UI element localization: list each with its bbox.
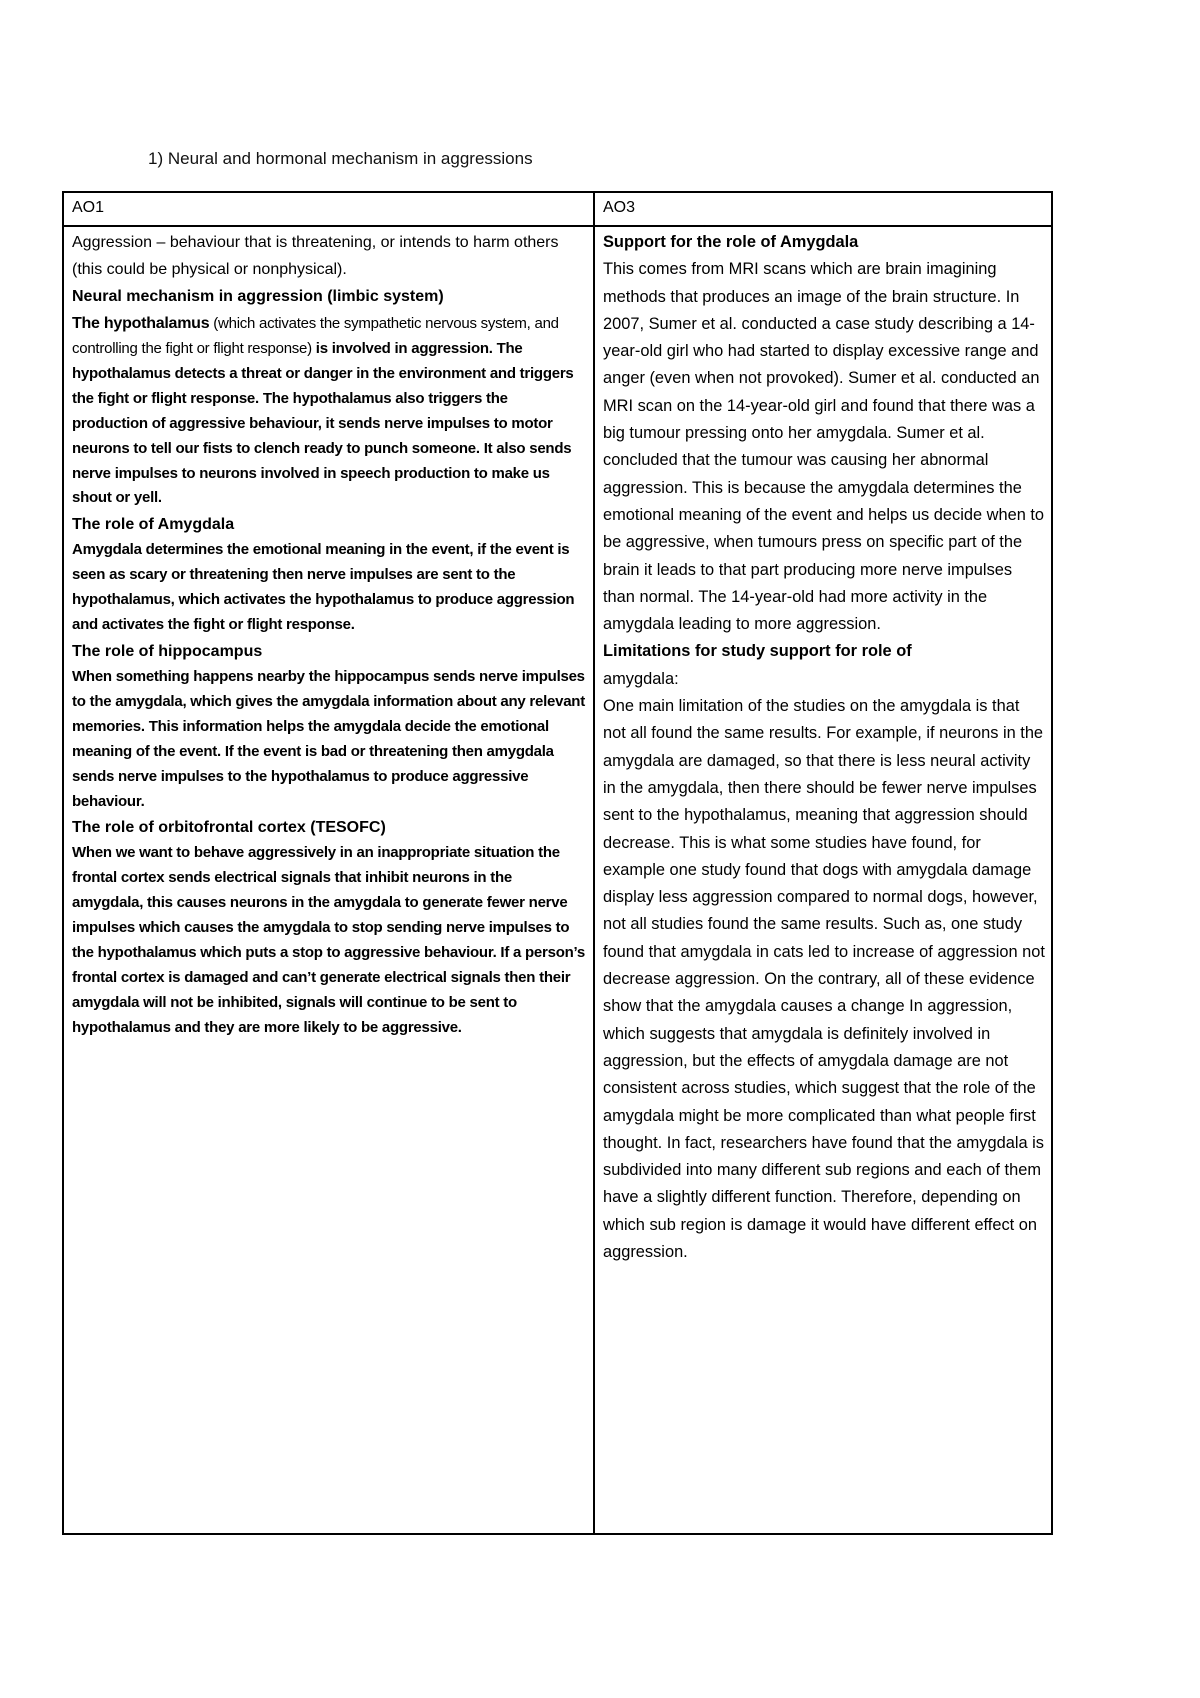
aggression-definition: Aggression – behaviour that is threatening, or intends to harm others (this could be physical or nonphysical). — [72, 234, 559, 278]
ao1-cell — [63, 226, 594, 1534]
hippocampus-heading: The role of hippocampus — [72, 642, 263, 660]
header-ao3: AO3 — [594, 192, 1052, 226]
limitations-heading-continued: amygdala: — [603, 669, 679, 688]
ao3-cell — [594, 226, 1052, 1534]
table-header-row — [63, 192, 1052, 226]
table-row — [63, 226, 1052, 1534]
hypothalamus-paragraph — [72, 310, 587, 511]
support-heading: Support for the role of Amygdala — [603, 233, 859, 251]
hypothalamus-text: is involved in aggression. The hypothalamus detects a threat or danger in the environment and triggers the fight or flight response. The hypothalamus also triggers the production of aggressive behaviour, it sends nerve impulses to motor neurons to tell our fists to clench ready to punch someone. It also sends nerve impulses to neurons involved in speech production to make us shout or yell. — [72, 340, 574, 507]
support-text: This comes from MRI scans which are brain imagining methods that produces an image of the brain structure. In 2007, Sumer et al. conducted a case study describing a 14-year-old girl who had started to display excessive range and anger (even when not provoked). Sumer et al. conducted an MRI scan on the 14-year-old girl and found that there was a big tumour pressing onto her amygdala. Sumer et al. concluded that the tumour was causing her abnormal aggression. This is because the amygdala determines the emotional meaning of the event and helps us decide when to be aggressive, when tumours press on specific part of the brain it leads to that part producing more nerve impulses than normal. The 14-year-old had more activity in the amygdala leading to more aggression. — [603, 260, 1045, 634]
hypothalamus-label: The hypothalamus — [72, 315, 210, 332]
ao-table — [62, 191, 1053, 1535]
neural-mechanism-heading: Neural mechanism in aggression (limbic system) — [72, 288, 444, 305]
header-ao1: AO1 — [63, 192, 594, 226]
limitations-heading: Limitations for study support for role of — [603, 642, 912, 661]
limitations-text: One main limitation of the studies on the amygdala is that not all found the same results. For example, if neurons in the amygdala are damaged, so that there is less neural activity in the amygdala, then there should be fewer nerve impulses sent to the hypothalamus, meaning that aggression should decrease. This is what some studies have found, for example one study found that dogs with amygdala damage display less aggression compared to normal dogs, however, not all studies found the same results. Such as, one study found that amygdala in cats led to increase of aggression not decrease aggression. On the contrary, all of these evidence show that the amygdala causes a change In aggression, which suggests that amygdala is definitely involved in aggression, but the effects of amygdala damage are not consistent across studies, which suggest that the role of the amygdala might be more complicated than what people first thought. In fact, researchers have found that the amygdala is subdivided into many different sub regions and each of them have a slightly different function. Therefore, depending on which sub region is damage it would have different effect on aggression. — [603, 697, 1045, 1261]
ofc-heading: The role of orbitofrontal cortex (TESOFC) — [72, 819, 386, 837]
ofc-text: When we want to behave aggressively in an inappropriate situation the frontal cortex sends electrical signals that inhibit neurons in the amygdala, this causes neurons in the amygdala to generate fewer nerve impulses which causes the amygdala to stop sending nerve impulses to the hypothalamus which puts a stop to aggressive behaviour. If a person’s frontal cortex is damaged and can’t generate electrical signals then their amygdala will not be inhibited, signals will continue to be sent to hypothalamus and they are more likely to be aggressive. — [72, 844, 585, 1036]
amygdala-text: Amygdala determines the emotional meaning in the event, if the event is seen as scary or threatening then nerve impulses are sent to the hypothalamus, which activates the hypothalamus to produce aggression and activates the fight or flight response. — [72, 541, 575, 634]
amygdala-heading: The role of Amygdala — [72, 516, 235, 534]
hippocampus-text: When something happens nearby the hippocampus sends nerve impulses to the amygdala, which gives the amygdala information about any relevant memories. This information helps the amygdala decide the emotional meaning of the event. If the event is bad or threatening then amygdala sends nerve impulses to the hypothalamus to produce aggressive behaviour. — [72, 667, 585, 810]
hypothalamus-parenthetical: (which activates the sympathetic nervous system, and controlling the fight or flight response) — [72, 315, 559, 357]
page-title: 1) Neural and hormonal mechanism in aggressions — [148, 149, 533, 168]
